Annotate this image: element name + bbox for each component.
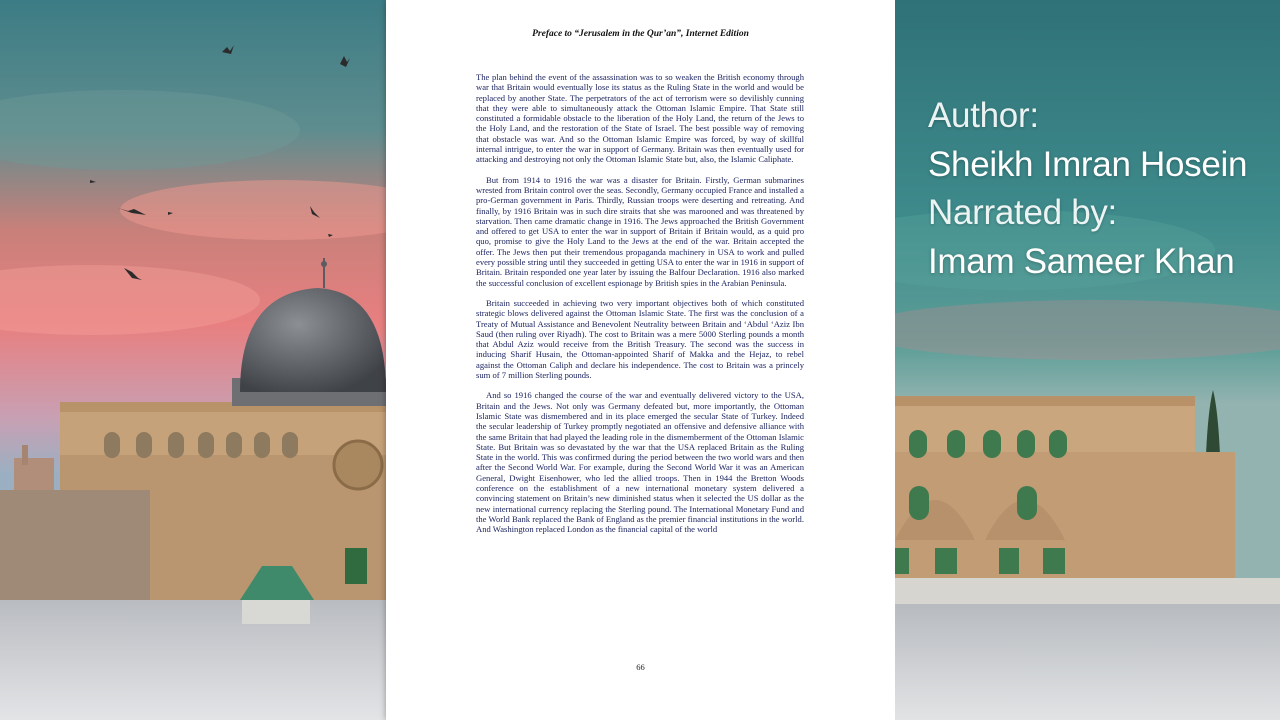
author-label: Author: <box>928 96 1039 135</box>
author-name: Sheikh Imran Hosein <box>928 144 1248 184</box>
credits-overlay <box>928 92 1268 286</box>
paragraph-2: But from 1914 to 1916 the war was a disaster for Britain. Firstly, German submarines wrested from Britain control over the seas. Secondly, Germany occupied France and installed a pro-German government in Paris. Thirdly, Russian troops were deserting and retreating. And finally, by 1916 Britain was in such dire straits that she was marooned and was threatened by starvation. Then came dramatic change in 1916. The Jews approached the British Government and offered to get USA to enter the war in support of Britain if Britain would, as a quid pro quo, promise to give the Holy Land to the Jews at the end of the war. Britain accepted the offer. The Jews then put their tremendous propaganda machinery in USA to work and pulled every possible string until they succeeded in getting USA to enter the war in 1916 in support of Britain. Britain responded one year later by issuing the Balfour Declaration. 1916 also marked the successful conclusion of excellent espionage by British spies in the Arabian Peninsula. <box>476 174 804 288</box>
mosque-scene-left <box>0 0 386 720</box>
page-number: 66 <box>636 662 645 672</box>
running-header: Preface to “Jerusalem in the Qur’an”, Internet Edition <box>532 29 749 39</box>
document-page <box>386 0 895 720</box>
body-text <box>476 72 804 544</box>
narrator-name: Imam Sameer Khan <box>928 241 1235 281</box>
paragraph-4: And so 1916 changed the course of the war and eventually delivered victory to the USA, Britain and the Jews. Not only was Germany defeated but, more importantly, the Ottoman Islamic State was dismembered and in its place emerged the secular State of Turkey. Indeed the secular leadership of Turkey promptly negotiated an offensive and defensive alliance with the same Britain that had played the leading role in the dismemberment of the Ottoman Islamic State. But Britain was so devastated by the war that the USA replaced Britain as the Ruling State in the world. This was confirmed during the period between the two world wars and then after the Second World War. For example, during the Second World War it was an American General, Dwight Eisenhower, who led the allied troops. Then in 1944 the Bretton Woods conference on the establishment of a new international monetary system delivered a convincing statement on Britain’s new diminished status when it selected the US dollar as the new international currency replacing the Sterling pound. The International Monetary Fund and the World Bank replaced the Bank of England as the premier financial institutions in the world. And Washington replaced London as the financial capital of the world <box>476 390 804 535</box>
narrator-label: Narrated by: <box>928 193 1117 232</box>
paragraph-1: The plan behind the event of the assassination was to so weaken the British economy through war that Britain would eventually lose its status as the Ruling State in the world and would be replaced by another State. The perpetrators of the act of terrorism were so devilishly cunning that they were able to simultaneously attack the Ottoman Islamic Empire. That State still constituted a formidable obstacle to the liberation of the Holy Land, the return of the Jews to the Holy Land, and the restoration of the State of Israel. The best possible way of removing that obstacle was war. And so the Ottoman Islamic Empire was forced, by way of skillful internal intrigue, to enter the war in support of Germany. Britain was then eventually used for attacking and destroying not only the Ottoman Islamic State but, also, the Islamic Caliphate. <box>476 72 804 165</box>
background-left-image <box>0 0 386 720</box>
paragraph-3: Britain succeeded in achieving two very important objectives both of which constituted strategic blows delivered against the Ottoman Islamic State. The first was the conclusion of a Treaty of Mutual Assistance and Benevolent Neutrality between Britain and ‘Abdul ‘Aziz Ibn Saud (then ruling over Riyadh). The cost to Britain was a mere 5000 Sterling pounds a month that Abdul Aziz would receive from the British Treasury. The second was the success in inducing Sharif Husain, the Ottoman-appointed Sharif of Makka and the Hejaz, to rebel against the Ottoman Caliph and declare his independence. The cost to Britain was a princely sum of 7 million Sterling pounds. <box>476 297 804 381</box>
